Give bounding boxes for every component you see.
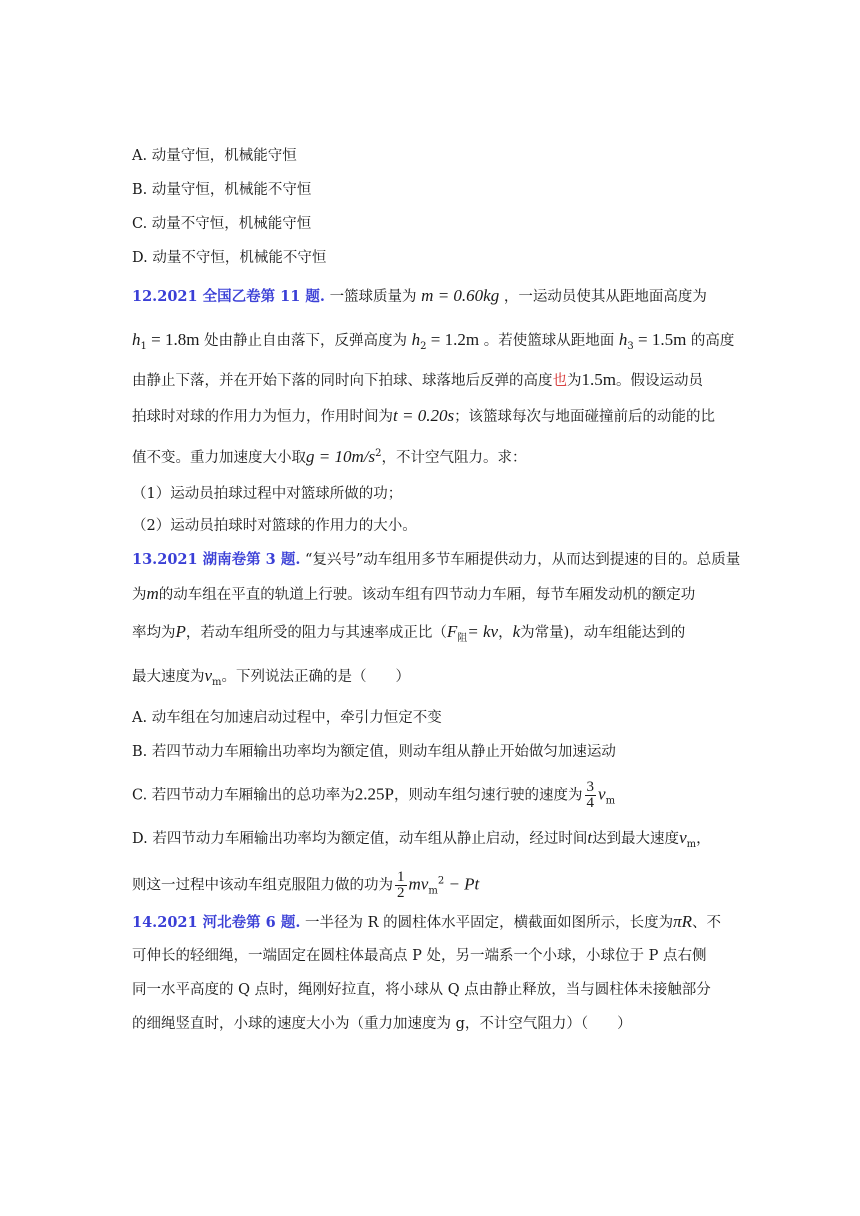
q13-line-3: 率均为P，若动车组所受的阻力与其速率成正比（$F_阻=$ kv，k为常量)，动车组能达到的 [132, 622, 686, 644]
q14-line-1: 14.2021 河北卷第 6 题. 一半径为 R 的圆柱体水平固定，横截面如图所示，长度为πR、不 [132, 912, 722, 931]
q11-option-a: A. 动量守恒，机械能守恒 [132, 148, 297, 164]
q13-option-a: A. 动车组在匀加速启动过程中，牵引力恒定不变 [132, 710, 442, 726]
q11-option-b: B. 动量守恒，机械能不守恒 [132, 182, 312, 198]
q12-subquestion-2: （2）运动员拍球时对篮球的作用力的大小。 [132, 518, 417, 534]
q13-option-d-line-1: D. 若四节动力车厢输出功率均为额定值，动车组从静止启动，经过时间t达到最大速度$v_m$， [132, 828, 711, 850]
q13-line-2: 为m的动车组在平直的轨道上行驶。该动车组有四节动力车厢，每节车厢发动机的额定功 [132, 584, 696, 603]
q12-line-1: 12.2021 全国乙卷第 11 题. 一篮球质量为 m = 0.60kg ，一运动员使其从距地面高度为 [132, 286, 707, 305]
q12-mass: m = 0.60kg [421, 286, 500, 305]
q14-line-4: 的细绳竖直时，小球的速度大小为（重力加速度为 g，不计空气阻力）（ ） [132, 1016, 632, 1032]
q13-heading: 13.2021 湖南卷第 3 题. [132, 551, 301, 568]
q12-heading: 12.2021 全国乙卷第 11 题. [132, 288, 325, 305]
q14-line-3: 同一水平高度的 Q 点时，绳刚好拉直，将小球从 Q 点由静止释放，当与圆柱体未接触部分 [132, 982, 711, 998]
q11-option-d: D. 动量不守恒，机械能不守恒 [132, 250, 327, 266]
q13-option-d-line-2: 则这一过程中该动车组克服阻力做的功为 $\frac{1}{2}$ $mv_m^2 - Pt$ [132, 869, 480, 901]
q12-line-5: 值不变。重力加速度大小取$g = 10m/s^2$，不计空气阻力。求： [132, 446, 527, 466]
q14-heading: 14.2021 河北卷第 6 题. [132, 914, 301, 931]
q12-line-3: 由静止下落，并在开始下落的同时向下拍球、球落地后反弹的高度也为1.5m。假设运动员 [132, 370, 703, 389]
q12-line-4: 拍球时对球的作用力为恒力，作用时间为t = 0.20s；该篮球每次与地面碰撞前后的动能的比 [132, 406, 716, 425]
q12-subquestion-1: （1）运动员拍球过程中对篮球所做的功； [132, 486, 403, 502]
q13-line-4: 最大速度为$v_m$。下列说法正确的是（ ） [132, 666, 411, 688]
q12-line-2: $h_1 = 1.8m$ 处由静止自由落下，反弹高度为 $h_2 = 1.2m$ 。若使篮球从距地面 $h_3 = 1.5m$ 的高度 [132, 330, 735, 352]
q11-option-c: C. 动量不守恒，机械能守恒 [132, 216, 312, 232]
q13-line-1: 13.2021 湖南卷第 3 题. “复兴号”动车组用多节车厢提供动力，从而达到提速的目的。总质量 [132, 551, 741, 568]
q13-option-c: C. 若四节动力车厢输出的总功率为2.25P，则动车组匀速行驶的速度为 $\frac{3}{4}$ $v_m$ [132, 779, 616, 811]
q14-line-2: 可伸长的轻细绳，一端固定在圆柱体最高点 P 处，另一端系一个小球，小球位于 P 点右侧 [132, 948, 707, 964]
q13-option-b: B. 若四节动力车厢输出功率均为额定值，则动车组从静止开始做匀加速运动 [132, 744, 616, 760]
